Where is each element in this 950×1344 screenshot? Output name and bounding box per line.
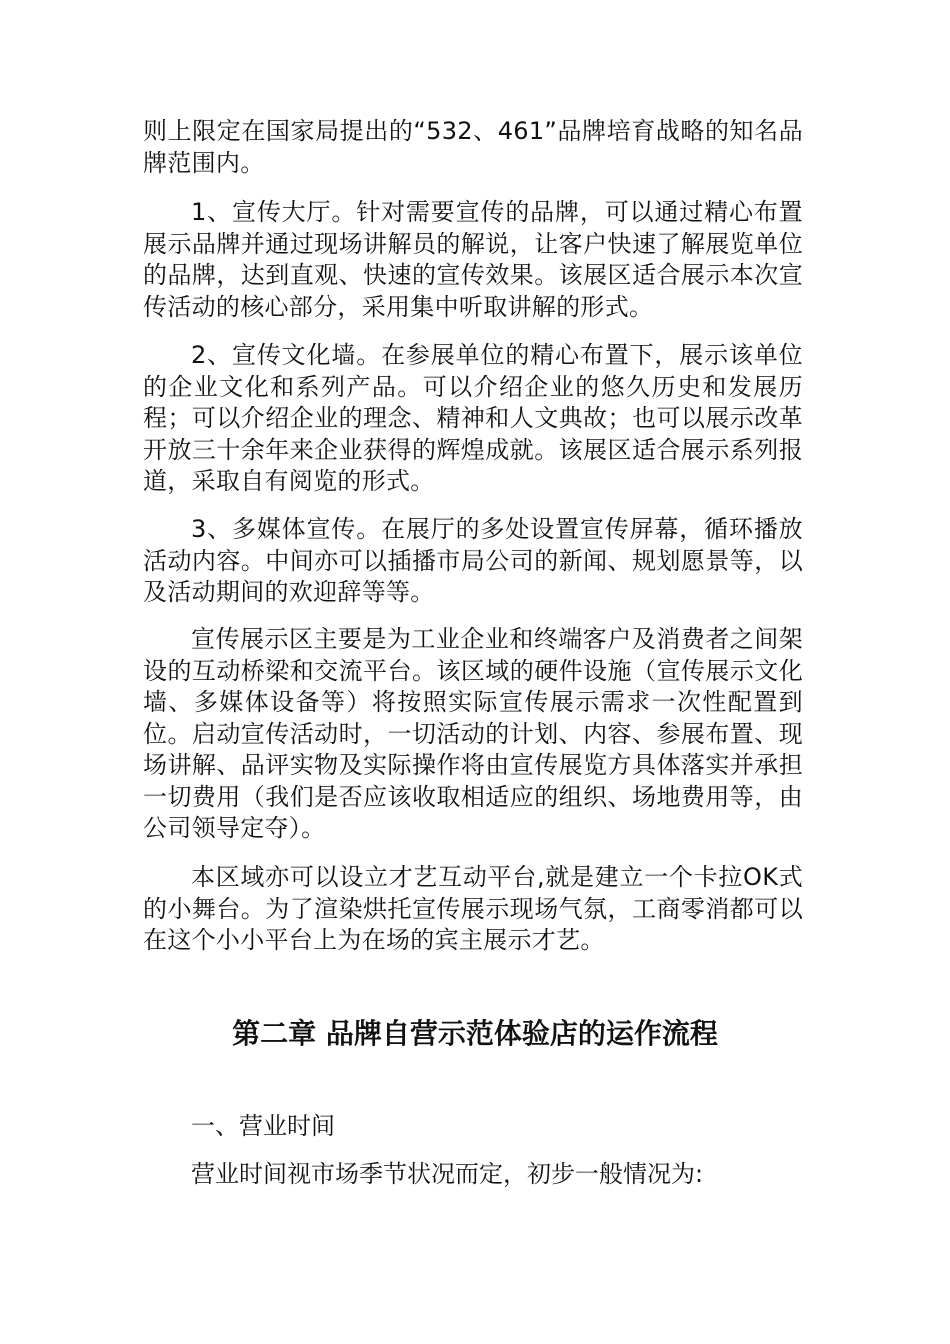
paragraph-promo-hall: 1、宣传大厅。针对需要宣传的品牌，可以通过精心布置展示品牌并通过现场讲解员的解说，让客户快速了解展览单位的品牌，达到直观、快速的宣传效果。该展区适合展示本次宣传活动的核心部分，采用集中听取讲解的形式。 bbox=[143, 198, 803, 321]
section-heading-business-hours: 一、营业时间 bbox=[191, 1112, 335, 1140]
paragraph-display-area: 宣传展示区主要是为工业企业和终端客户及消费者之间架设的互动桥梁和交流平台。该区域的硬件设施（宣传展示文化墙、多媒体设备等）将按照实际宣传展示需求一次性配置到位。启动宣传活动时，一切活动的计划、内容、参展布置、现场讲解、品评实物及实际操作将由宣传展览方具体落实并承担一切费用（我们是否应该收取相适应的组织、场地费用等，由公司领导定夺）。 bbox=[143, 625, 803, 842]
chapter-title: 第二章 品牌自营示范体验店的运作流程 bbox=[232, 1017, 718, 1050]
paragraph-business-hours: 营业时间视市场季节状况而定，初步一般情况为: bbox=[191, 1160, 704, 1188]
paragraph-culture-wall: 2、宣传文化墙。在参展单位的精心布置下，展示该单位的企业文化和系列产品。可以介绍企业的悠久历史和发展历程；可以介绍企业的理念、精神和人文典故；也可以展示改革开放三十余年来企业获得的辉煌成就。该展区适合展示系列报道，采取自有阅览的形式。 bbox=[143, 341, 803, 495]
paragraph-talent-platform: 本区域亦可以设立才艺互动平台,就是建立一个卡拉OK式的小舞台。为了渲染烘托宣传展示现场气氛，工商零消都可以在这个小小平台上为在场的宾主展示才艺。 bbox=[143, 863, 803, 954]
paragraph-multimedia: 3、多媒体宣传。在展厅的多处设置宣传屏幕，循环播放活动内容。中间亦可以插播市局公司的新闻、规划愿景等，以及活动期间的欢迎辞等等。 bbox=[143, 515, 803, 606]
paragraph-brand-scope: 则上限定在国家局提出的“532、461”品牌培育战略的知名品牌范围内。 bbox=[143, 117, 803, 177]
